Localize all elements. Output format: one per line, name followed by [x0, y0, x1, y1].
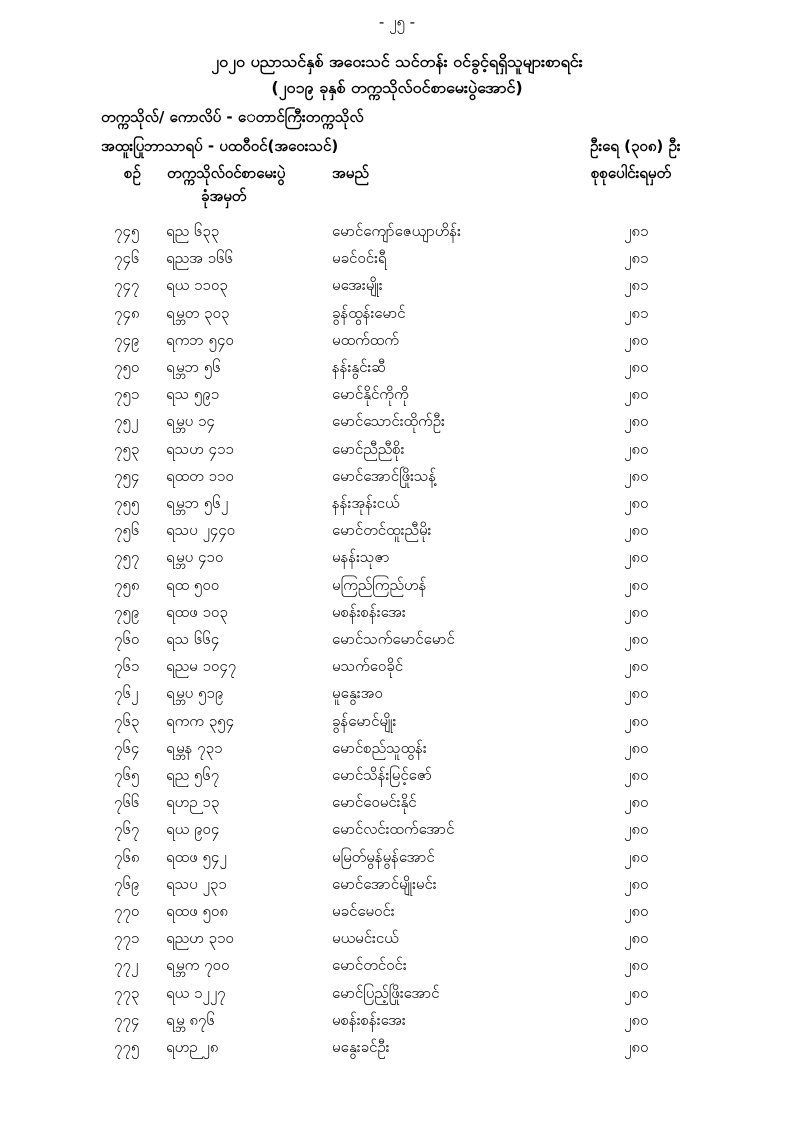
student-name: မောင်လင်းထက်အောင်	[332, 820, 455, 839]
total-marks: ၂၈၀	[624, 766, 649, 784]
roll-number: ရဟဉ ၂၈	[166, 1038, 219, 1056]
serial-number: ၇၄၈	[114, 303, 140, 322]
serial-number: ၇၇၃	[114, 983, 140, 1002]
serial-number: ၇၄၆	[114, 249, 140, 268]
total-marks: ၂၈၁	[624, 222, 649, 240]
student-name: မောင်အောင်မျိုးမင်း	[332, 874, 437, 893]
table-row	[0, 680, 794, 707]
total-marks: ၂၈၀	[624, 521, 649, 540]
student-name: မောင်ပြည့်ဖြိုးအောင်	[332, 983, 440, 1002]
student-name: မနန်းသုဇာ	[332, 548, 390, 567]
roll-number: ရမ္ဘပ ၅၁၉	[166, 684, 224, 703]
student-name: မခင်ဝင်းရီ	[332, 249, 387, 268]
student-name: ခွန်ထွန်းမောင်	[332, 303, 406, 322]
serial-number: ၇၅၅	[114, 494, 140, 512]
serial-number: ၇၅၉	[114, 602, 140, 621]
table-row	[0, 218, 794, 245]
roll-number: ရယ ၉၀၄	[166, 820, 220, 839]
total-marks: ၂၈၀	[624, 820, 649, 839]
student-name: မောင်ဝေမင်းနိုင်	[332, 793, 417, 812]
student-name: မအေးမျိုး	[332, 276, 383, 295]
total-marks: ၂၈၀	[624, 1010, 649, 1029]
student-name: မောင်စည်သူထွန်း	[332, 738, 427, 757]
student-name: မောင်အောင်ဖြိုးသန့်	[332, 466, 437, 485]
serial-number: ၇၅၄	[114, 466, 140, 485]
serial-number: ၇၄၇	[114, 276, 140, 295]
serial-number: ၇၅၂	[114, 412, 139, 431]
table-row	[0, 245, 794, 272]
total-marks: ၂၈၀	[624, 847, 649, 866]
roll-number: ရထ ၅၀၀	[166, 575, 220, 594]
column-header-roll-number-line2: ခုံအမှတ်	[201, 187, 247, 205]
roll-number: ရသဟ ၄၁၁	[166, 439, 234, 458]
serial-number: ၇၆၀	[114, 630, 140, 648]
serial-number: ၇၆၅	[114, 766, 140, 784]
student-name: မခင်မေဝင်း	[332, 902, 395, 920]
total-marks: ၂၈၀	[624, 657, 649, 676]
roll-number: ရမ္ဘတ ၃၀၃	[166, 303, 230, 322]
roll-number: ရထဖ ၅၀၈	[166, 902, 228, 920]
roll-number: ရသ ၅၉၁	[166, 385, 220, 404]
total-marks: ၂၈၁	[624, 249, 649, 268]
table-row	[0, 1034, 794, 1061]
total-marks: ၂၈၀	[624, 575, 649, 594]
student-name: နန်းအုန်းငယ်	[332, 494, 400, 512]
roll-number: ရမ္ဘပ ၄၁၀	[166, 548, 224, 567]
student-name: မစန်းစန်းအေး	[332, 1010, 406, 1029]
table-row	[0, 490, 794, 517]
roll-number: ရညဟ ၃၁၀	[166, 929, 234, 948]
serial-number: ၇၅၆	[114, 521, 140, 540]
student-name: မောင်သောင်းထိုက်ဦး	[332, 412, 445, 431]
total-marks: ၂၈၀	[624, 385, 649, 404]
total-marks: ၂၈၀	[624, 602, 649, 621]
total-marks: ၂၈၀	[624, 548, 649, 567]
table-row	[0, 599, 794, 626]
total-marks: ၂၈၁	[624, 276, 649, 295]
student-name: မထက်ထက်	[332, 330, 399, 349]
student-name: မစန်းစန်းအေး	[332, 602, 406, 621]
total-marks: ၂၈၀	[624, 929, 649, 948]
table-row	[0, 436, 794, 463]
serial-number: ၇၆၉	[114, 874, 140, 893]
serial-number: ၇၆၈	[114, 847, 140, 866]
roll-number: ရသပ ၂၃၁	[166, 874, 227, 893]
student-name: မောင်နိုင်ကိုကို	[332, 385, 409, 404]
roll-number: ရကက ၃၅၄	[166, 711, 235, 730]
total-marks: ၂၈၀	[624, 874, 649, 893]
roll-number: ရမ္ဘ ၈၇၆	[166, 1010, 215, 1029]
university-label: တက္ကသိုလ်/ ကောလိပ် - ‌ေတာင်ကြီးတက္ကသိုလ်	[101, 108, 364, 126]
student-name: မောင်သိန်းမြင့်ဇော်	[332, 766, 432, 784]
student-name: မောင်သက်မောင်မောင်	[332, 630, 455, 648]
serial-number: ၇၅၃	[114, 439, 140, 458]
total-marks: ၂၈၀	[624, 684, 649, 703]
roll-number: ရည ၅၆၇	[166, 766, 220, 784]
total-marks: ၂၈၀	[624, 956, 649, 975]
serial-number: ၇၆၄	[114, 738, 140, 757]
roll-number: ရညအ ၁၆၆	[166, 249, 233, 268]
table-row	[0, 816, 794, 843]
document-title: ၂၀၂၀ ပညာသင်နှစ် အဝေးသင် သင်တန်း ဝင်ခွင့်ရရှိသူများစာရင်း	[211, 52, 583, 71]
roll-number: ရထဖ ၁၀၃	[166, 602, 228, 621]
table-row	[0, 844, 794, 871]
table-row	[0, 1007, 794, 1034]
roll-number: ရမ္ဘန ၇၃၁	[166, 738, 223, 757]
student-name: မသက်ဝေခိုင်	[332, 657, 404, 676]
serial-number: ၇၄၅	[114, 222, 140, 240]
table-row	[0, 408, 794, 435]
roll-number: ရကဘ ၅၄၀	[166, 330, 234, 349]
total-marks: ၂၈၀	[624, 793, 649, 812]
roll-number: ရယ ၁၂၂၇	[166, 983, 226, 1002]
student-name: မောင်ကျော်ဇေယျာဟိန်း	[332, 222, 461, 240]
document-subtitle: (၂၀၁၉ ခုနှစ် တက္ကသိုလ်ဝင်စာမေးပွဲအောင်)	[271, 78, 523, 97]
table-row	[0, 463, 794, 490]
student-name: မမြတ်မွန်မွန်အောင်	[332, 847, 435, 866]
serial-number: ၇၆၁	[114, 657, 140, 676]
total-marks: ၂၈၁	[624, 303, 649, 322]
serial-number: ၇၅၀	[114, 358, 140, 376]
table-row	[0, 653, 794, 680]
roll-number: ရသ ၆၆၄	[166, 630, 220, 648]
table-row	[0, 354, 794, 381]
table-row	[0, 925, 794, 952]
serial-number: ၇၅၁	[114, 385, 140, 404]
serial-number: ၇၇၄	[114, 1010, 140, 1029]
serial-number: ၇၇၁	[114, 929, 140, 948]
serial-number: ၇၇၀	[114, 902, 140, 920]
total-marks: ၂၈၀	[624, 738, 649, 757]
table-row	[0, 381, 794, 408]
table-row	[0, 517, 794, 544]
roll-number: ရည ၆၃၃	[166, 222, 220, 240]
table-row	[0, 789, 794, 816]
student-name: နန်းနွင်းဆီ	[332, 358, 386, 376]
total-marks: ၂၈၀	[624, 412, 649, 431]
table-row	[0, 327, 794, 354]
student-name: မောင်ညီညီစိုး	[332, 439, 405, 458]
column-header-total-marks: စုစုပေါင်းရမှတ်	[591, 164, 672, 182]
total-marks: ၂၈၀	[624, 1038, 649, 1056]
table-row	[0, 762, 794, 789]
student-name: မကြည်ကြည်ဟန်	[332, 575, 427, 594]
serial-number: ၇၇၅	[114, 1038, 140, 1056]
student-name: မူနွေးအ၀	[332, 684, 383, 703]
serial-number: ၇၆၃	[114, 711, 140, 730]
roll-number: ရထတ ၁၁၀	[166, 466, 234, 485]
major-subject-label: အထူးပြုဘာသာရပ် - ပထဝီဝင်(အဝေးသင်)	[101, 137, 339, 155]
student-name: မောင်တင်ဝင်း	[332, 956, 407, 975]
total-marks: ၂၈၀	[624, 711, 649, 730]
total-marks: ၂၈၀	[624, 439, 649, 458]
serial-number: ၇၄၉	[114, 330, 140, 349]
table-row	[0, 572, 794, 599]
total-marks: ၂၈၀	[624, 466, 649, 485]
total-marks: ၂၈၀	[624, 983, 649, 1002]
total-marks: ၂၈၀	[624, 902, 649, 920]
student-name: မနွေးခင်ဦး	[332, 1038, 390, 1056]
serial-number: ၇၆၇	[114, 820, 140, 839]
roll-number: ရသပ ၂၄၄၀	[166, 521, 236, 540]
page-number: - ၂၅ -	[378, 13, 416, 31]
column-header-name: အမည်	[332, 164, 369, 182]
table-row	[0, 544, 794, 571]
serial-number: ၇၆၂	[114, 684, 139, 703]
student-name: မောင်တင်ထူးညီမိုး	[332, 521, 432, 540]
column-header-serial: စဉ်	[124, 164, 141, 182]
table-row	[0, 898, 794, 925]
table-row	[0, 980, 794, 1007]
total-marks: ၂၈၀	[624, 494, 649, 512]
roll-number: ရထဖ ၅၄၂	[166, 847, 227, 866]
table-row	[0, 300, 794, 327]
roll-number: ရမ္ဘပ ၁၄	[166, 412, 215, 431]
serial-number: ၇၅၇	[114, 548, 140, 567]
roll-number: ရညမ ၁၀၄၇	[166, 657, 237, 676]
roll-number: ရမ္ဘဘ ၅၆၂	[166, 494, 229, 512]
table-row	[0, 626, 794, 653]
column-header-roll-number: တက္ကသိုလ်ဝင်စာမေးပွဲ	[167, 164, 286, 182]
roll-number: ရမ္ဘက ၇၀၀	[166, 956, 230, 975]
table-row	[0, 735, 794, 762]
serial-number: ၇၇၂	[114, 956, 139, 975]
student-name: ခွန်မောင်မျိုး	[332, 711, 397, 730]
table-row	[0, 952, 794, 979]
table-row	[0, 272, 794, 299]
serial-number: ၇၆၆	[114, 793, 140, 812]
roll-number: ရဟဉ ၁၃	[166, 793, 220, 812]
total-marks: ၂၈၀	[624, 630, 649, 648]
total-marks: ၂၈၀	[624, 330, 649, 349]
serial-number: ၇၅၈	[114, 575, 140, 594]
table-row	[0, 871, 794, 898]
roll-number: ရမ္ဘဘ ၅၆	[166, 358, 221, 376]
table-row	[0, 708, 794, 735]
student-count-label: ဦးရေ (၃၀၈) ဦး	[590, 137, 681, 155]
roll-number: ရယ ၁၁၀၃	[166, 276, 228, 295]
student-name: မယမင်းငယ်	[332, 929, 399, 948]
total-marks: ၂၈၀	[624, 358, 649, 376]
